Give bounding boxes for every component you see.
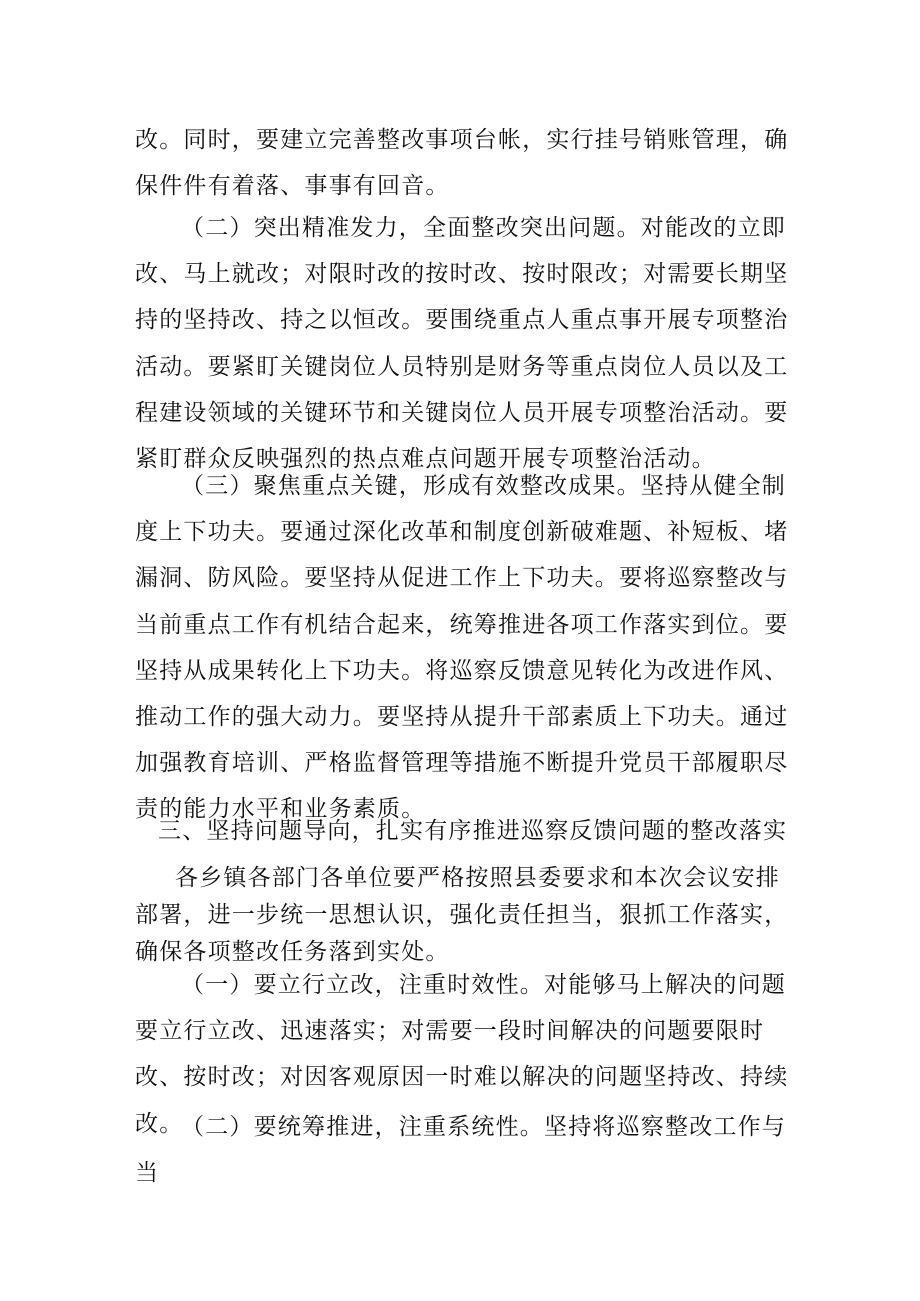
paragraph-section-intro: 各乡镇各部门各单位要严格按照县委要求和本次会议安排部署，进一步统一思想认识，强化责任担当，狠抓工作落实，确保各项整改任务落到实处。: [135, 865, 789, 965]
paragraph-item-1-immediate-rectification: （一）要立行立改，注重时效性。对能够马上解决的问题要立行立改、迅速落实；对需要一段时间解决的问题要限时改、按时改；对因客观原因一时难以解决的问题坚持改、持续改。: [135, 972, 789, 1137]
paragraph-item-2-coordinated-promotion: （二）要统筹推进，注重系统性。坚持将巡察整改工作与当: [135, 1114, 786, 1187]
paragraph-item-3-focus-key-points: （三）聚焦重点关键，形成有效整改成果。坚持从健全制度上下功夫。要通过深化改革和制度创新破难题、补短板、堵漏洞、防风险。要坚持从促进工作上下功夫。要将巡察整改与当前重点工作有机结合起来，统筹推进各项工作落实到位。要坚持从成果转化上下功夫。将巡察反馈意见转化为改进作风、推动工作的强大动力。要坚持从提升干部素质上下功夫。通过加强教育培训、严格监督管理等措施不断提升党员干部履职尽责的能力水平和业务素质。: [135, 473, 789, 823]
paragraph-item-2-precise-rectification: （二）突出精准发力，全面整改突出问题。对能改的立即改、马上就改；对限时改的按时改、按时限改；对需要长期坚持的坚持改、持之以恒改。要围绕重点人重点事开展专项整治活动。要紧盯关键岗位人员特别是财务等重点岗位人员以及工程建设领域的关键环节和关键岗位人员开展专项整治活动。要紧盯群众反映强烈的热点难点问题开展专项整治活动。: [135, 215, 789, 473]
section-heading-3: 三、坚持问题导向，扎实有序推进巡察反馈问题的整改落实: [158, 818, 788, 844]
paragraph-continuation: 改。同时，要建立完善整改事项台帐，实行挂号销账管理，确保件件有着落、事事有回音。: [135, 127, 789, 200]
